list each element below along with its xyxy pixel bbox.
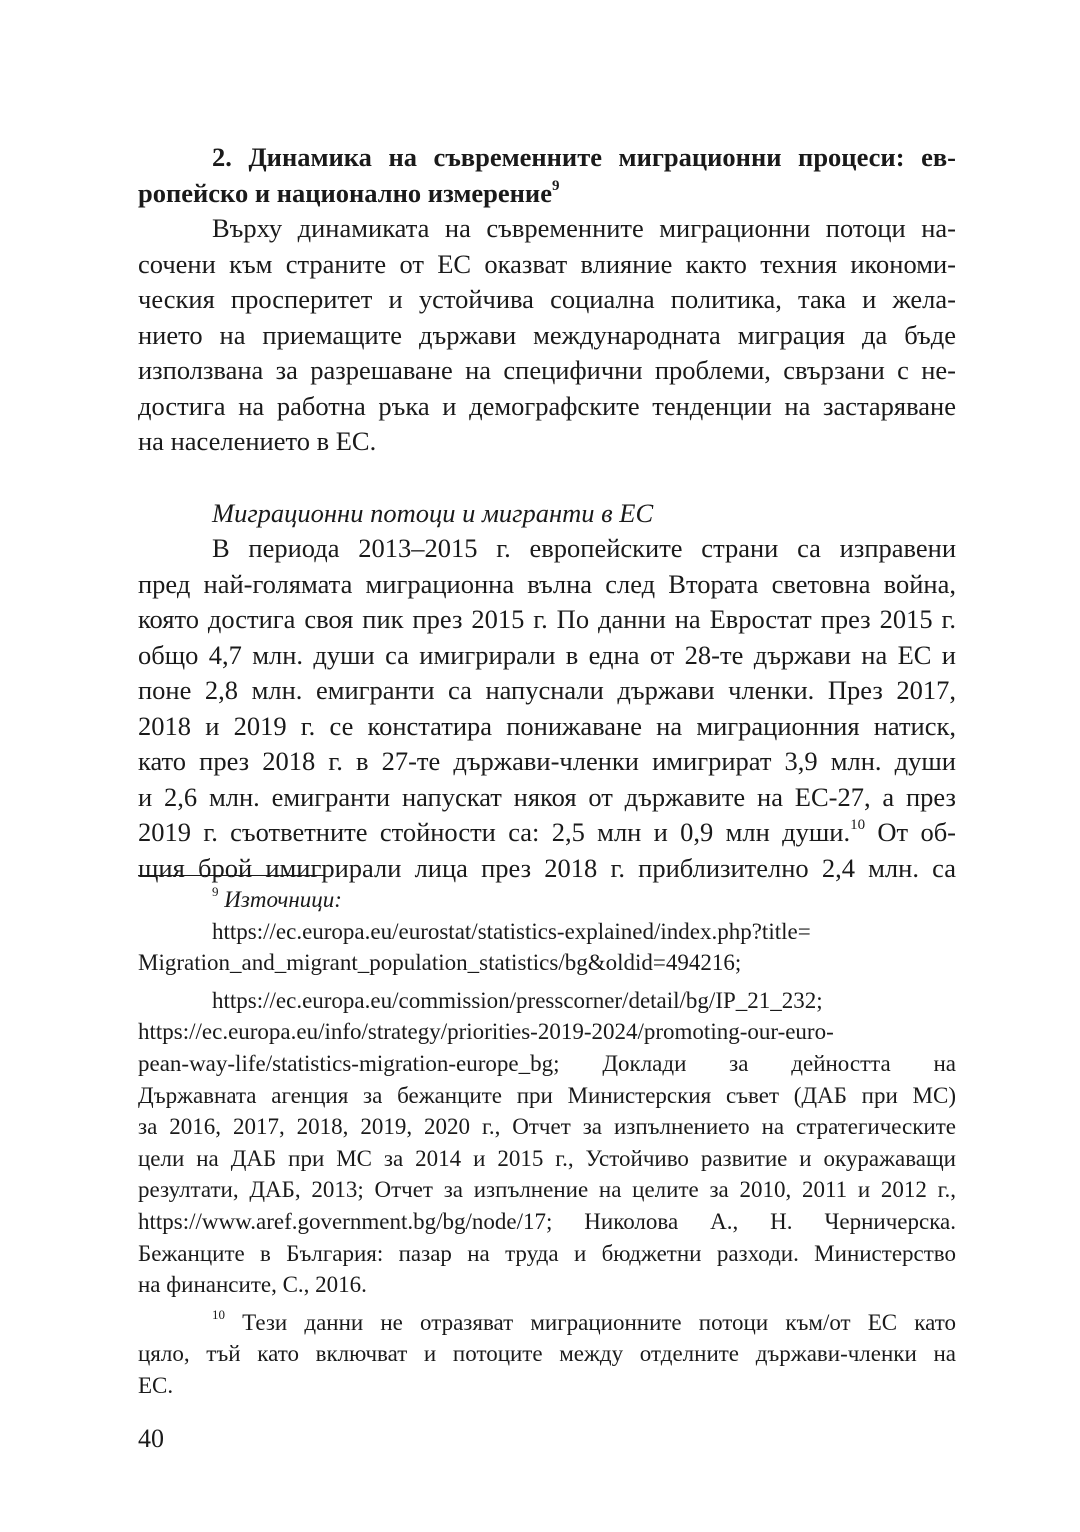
paragraph-line-text: 2019 г. съответните стойности са: 2,5 млн и 0,9 млн души. — [138, 817, 851, 847]
paragraph-line: Върху динамиката на съвременните миграционни потоци на- — [212, 213, 956, 243]
subsection-title: Миграционни потоци и мигранти в ЕС — [212, 497, 654, 528]
footnote-separator — [138, 875, 324, 876]
footnote-link[interactable]: Migration_and_migrant_population_statistics/bg&oldid=494216; — [138, 950, 742, 976]
footnotes — [138, 884, 956, 1402]
paragraph-line — [138, 815, 956, 851]
footnote-line: за 2016, 2017, 2018, 2019, 2020 г., Отчет за изпълнението на стратегическите — [138, 1114, 956, 1140]
paragraph-line: използвана за разрешаване на специфични проблеми, свързани с не- — [138, 355, 956, 385]
footnote-link[interactable]: https://ec.europa.eu/eurostat/statistics-explained/index.php?title= — [212, 918, 811, 944]
page-number: 40 — [138, 1424, 164, 1453]
section-heading-line-1: 2. Динамика на съвременните миграционни процеси: ев- — [212, 142, 956, 172]
footnote-line: резултати, ДАБ, 2013; Отчет за изпълнение на целите за 2010, 2011 и 2012 г., — [138, 1177, 956, 1203]
paragraph-line: пред най-голямата миграционна вълна след Втората световна война, — [138, 568, 956, 599]
footnote-ref-9[interactable]: 9 — [551, 177, 560, 194]
section-heading-line-2 — [138, 176, 956, 212]
paragraph-line: на населението в ЕС. — [138, 426, 377, 456]
footnote-line: Бежанците в България: пазар на труда и бюджетни разходи. Министерство — [138, 1240, 956, 1266]
paragraph-line: В периода 2013–2015 г. европейските страни са изправени — [212, 533, 956, 563]
paragraph-line: като през 2018 г. в 27-те държави-членки имигрират 3,9 млн. души — [138, 746, 956, 776]
footnote-line: Държавната агенция за бежанците при Министерския съвет (ДАБ при МС) — [138, 1082, 956, 1108]
footnote-10-text: Тези данни не отразяват миграционните потоци към/от ЕС като — [225, 1309, 956, 1335]
paragraph-line-text: От об- — [865, 817, 956, 847]
footnote-9-label: Източници: — [224, 887, 342, 912]
paragraph-line: общо 4,7 млн. души са имигрирали в една от 28-те държави на ЕС и — [138, 639, 956, 670]
section-heading-text: ропейско и национално измерение — [138, 177, 552, 208]
paragraph-line: нието на приемащите държави международната миграция да бъде — [138, 319, 956, 350]
paragraph-spacer — [138, 460, 956, 496]
footnote-line: ЕС. — [138, 1372, 174, 1398]
paragraph-line: ческия просперитет и устойчива социална политика, така и жела- — [138, 284, 956, 314]
footnote-link[interactable]: https://ec.europa.eu/info/strategy/priorities-2019-2024/promoting-our-euro- — [138, 1019, 834, 1045]
main-text — [138, 140, 956, 886]
paragraph-line: 2018 и 2019 г. се констатира понижаване на миграционния натиск, — [138, 710, 956, 741]
footnote-line: на финансите, С., 2016. — [138, 1272, 367, 1298]
footnote-ref-10[interactable]: 10 — [850, 817, 866, 834]
footnote-marker-9: 9 — [212, 884, 219, 900]
footnote-9-header — [138, 884, 956, 916]
footnote-link[interactable]: https://ec.europa.eu/commission/presscorner/detail/bg/IP_21_232; — [212, 987, 823, 1013]
footnote-line: цяло, тъй като включват и потоците между отделните държави-членки на — [138, 1341, 956, 1367]
paragraph-line: достига на работна ръка и демографските тенденции на застаряване — [138, 390, 956, 421]
paragraph-line: поне 2,8 млн. емигранти са напуснали държави членки. През 2017, — [138, 675, 956, 705]
footnote-line: https://www.aref.government.bg/bg/node/17; Николова А., Н. Черничерска. — [138, 1208, 956, 1234]
paragraph-line: и 2,6 млн. емигранти напускат някоя от държавите на ЕС-27, а през — [138, 781, 956, 812]
paragraph-line: която достига своя пик през 2015 г. По данни на Евростат през 2015 г. — [138, 604, 956, 634]
footnote-line: pean-way-life/statistics-migration-europe_bg; Доклади за дейността на — [138, 1050, 956, 1076]
paragraph-line: сочени към страните от ЕС оказват влияние както техния икономи- — [138, 248, 956, 279]
paragraph-line: щия брой имигрирали лица през 2018 г. приблизително 2,4 млн. са — [138, 852, 956, 883]
footnote-10-line — [138, 1307, 956, 1339]
footnote-line: цели на ДАБ при МС за 2014 и 2015 г., Устойчиво развитие и окуражаващи — [138, 1145, 956, 1171]
footnote-marker-10: 10 — [212, 1307, 225, 1323]
